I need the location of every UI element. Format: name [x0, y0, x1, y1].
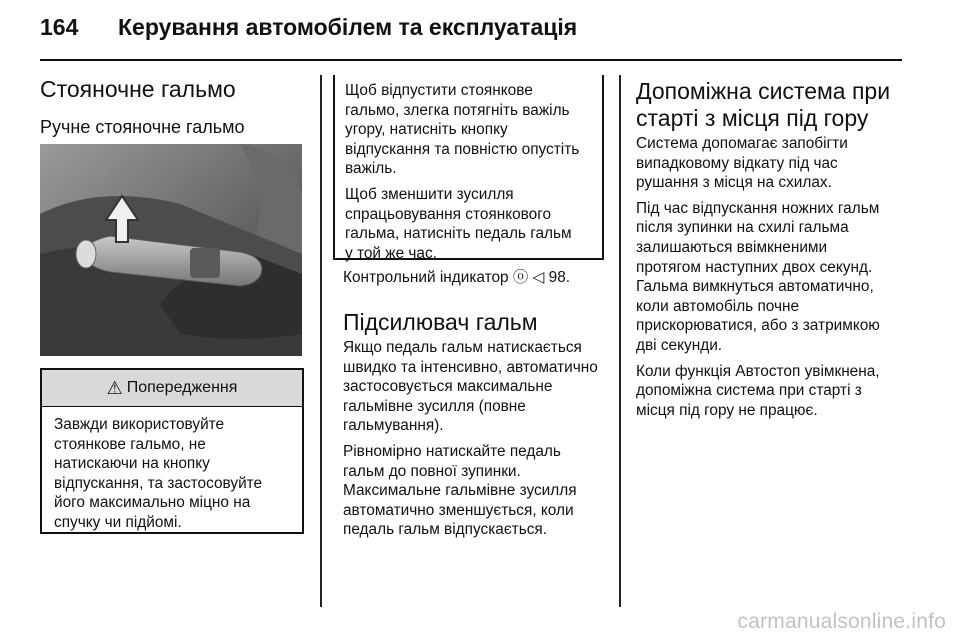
text-line: Коли функція Автостоп увімкнена,	[636, 362, 880, 380]
section-title-parking-brake: Стояночне гальмо	[40, 76, 236, 102]
text-line: Під час відпускання ножних гальм	[636, 199, 880, 217]
text-line: у той же час.	[345, 244, 437, 262]
warning-triangle-icon: ⚠	[106, 377, 123, 398]
text-line: допоміжна система при старті з	[636, 382, 862, 400]
text-line: гальмування).	[343, 417, 444, 435]
paragraph	[636, 362, 898, 421]
text-line: Щоб зменшити зусилля	[345, 185, 514, 203]
text-line: педаль гальм відпускається.	[343, 521, 548, 539]
text-line: Щоб відпустити стоянкове	[345, 82, 533, 99]
text-line: залишаються ввімкненими	[636, 238, 828, 256]
text-line: важіль.	[345, 160, 397, 178]
title-line: старті з місця під гору	[636, 105, 869, 131]
text-line: місця під гору не працює.	[636, 401, 818, 419]
brake-assist-text	[343, 338, 605, 540]
column-divider-left	[320, 75, 322, 607]
text-line: дві секунди.	[636, 336, 723, 354]
text-line: коли автомобіль почне	[636, 297, 800, 315]
text-line: гальмо, злегка потягніть важіль	[345, 101, 570, 119]
text-line: гальм до повної зупинки.	[343, 462, 521, 480]
text-line: гальмівне зусилля (повне	[343, 397, 526, 415]
text-line: випадковому відкату під час	[636, 154, 838, 172]
page-header-title: Керування автомобілем та експлуатація	[118, 14, 578, 40]
text-line: прискорюватися, або з затримкою	[636, 317, 880, 335]
text-line: Максимальне гальмівне зусилля	[343, 482, 577, 500]
text-line: Якщо педаль гальм натискається	[343, 339, 582, 356]
text-line: протягом наступних двох секунд.	[636, 258, 873, 276]
text-line: швидко та інтенсивно, автоматично	[343, 358, 598, 376]
header-divider	[40, 59, 902, 61]
hill-start-assist-text	[636, 134, 898, 420]
page-number: 164	[40, 14, 79, 40]
paragraph	[636, 199, 898, 356]
title-line: Допоміжна система при	[636, 78, 891, 104]
column-divider-right	[619, 75, 621, 607]
text-line: Система допомагає запобігти	[636, 135, 848, 152]
warning-line: відпускання, та застосовуйте	[54, 474, 263, 492]
warning-line: Завжди використовуйте	[54, 416, 225, 433]
text-line: після зупинки на схилі гальма	[636, 219, 849, 237]
warning-line: його максимально міцно на	[54, 494, 251, 512]
paragraph	[343, 338, 605, 436]
paragraph	[343, 442, 605, 540]
handbrake-figure	[40, 144, 302, 356]
warning-line: стоянкове гальмо, не	[54, 435, 206, 453]
instruction-paragraph	[345, 185, 596, 263]
subsection-title-manual-parking-brake: Ручне стояночне гальмо	[40, 117, 245, 137]
text-line: спрацьовування стоянкового	[345, 205, 552, 223]
text-line: Рівномірно натискайте педаль	[343, 442, 561, 460]
indicator-reference: Контрольний індикатор ⓞ ◁ 98.	[343, 269, 571, 286]
site-watermark: carmanualsonline.info	[737, 610, 946, 633]
text-line: рушання з місця на схилах.	[636, 174, 832, 192]
warning-box	[40, 368, 304, 534]
instruction-text	[335, 75, 602, 263]
paragraph	[636, 134, 898, 193]
warning-line: натискаючи на кнопку	[54, 455, 210, 473]
warning-line: спучку чи підйомі.	[54, 513, 182, 531]
text-line: автоматично зменшується, коли	[343, 501, 574, 519]
text-line: застосовується максимальне	[343, 378, 553, 396]
instruction-box	[333, 75, 604, 260]
section-title-brake-assist: Підсилювач гальм	[343, 309, 538, 335]
text-line: гальма, натисніть педаль гальм	[345, 225, 572, 243]
warning-header	[42, 370, 302, 407]
instruction-paragraph	[345, 81, 596, 179]
text-line: Гальма вимкнуться автоматично,	[636, 278, 874, 296]
text-line: відпускання та повністю опустіть	[345, 140, 580, 158]
section-title-hill-start-assist	[636, 78, 890, 132]
handbrake-illustration	[40, 144, 302, 356]
warning-text	[42, 407, 302, 533]
warning-title: Попередження	[126, 379, 238, 396]
text-line: угору, натисніть кнопку	[345, 121, 508, 139]
